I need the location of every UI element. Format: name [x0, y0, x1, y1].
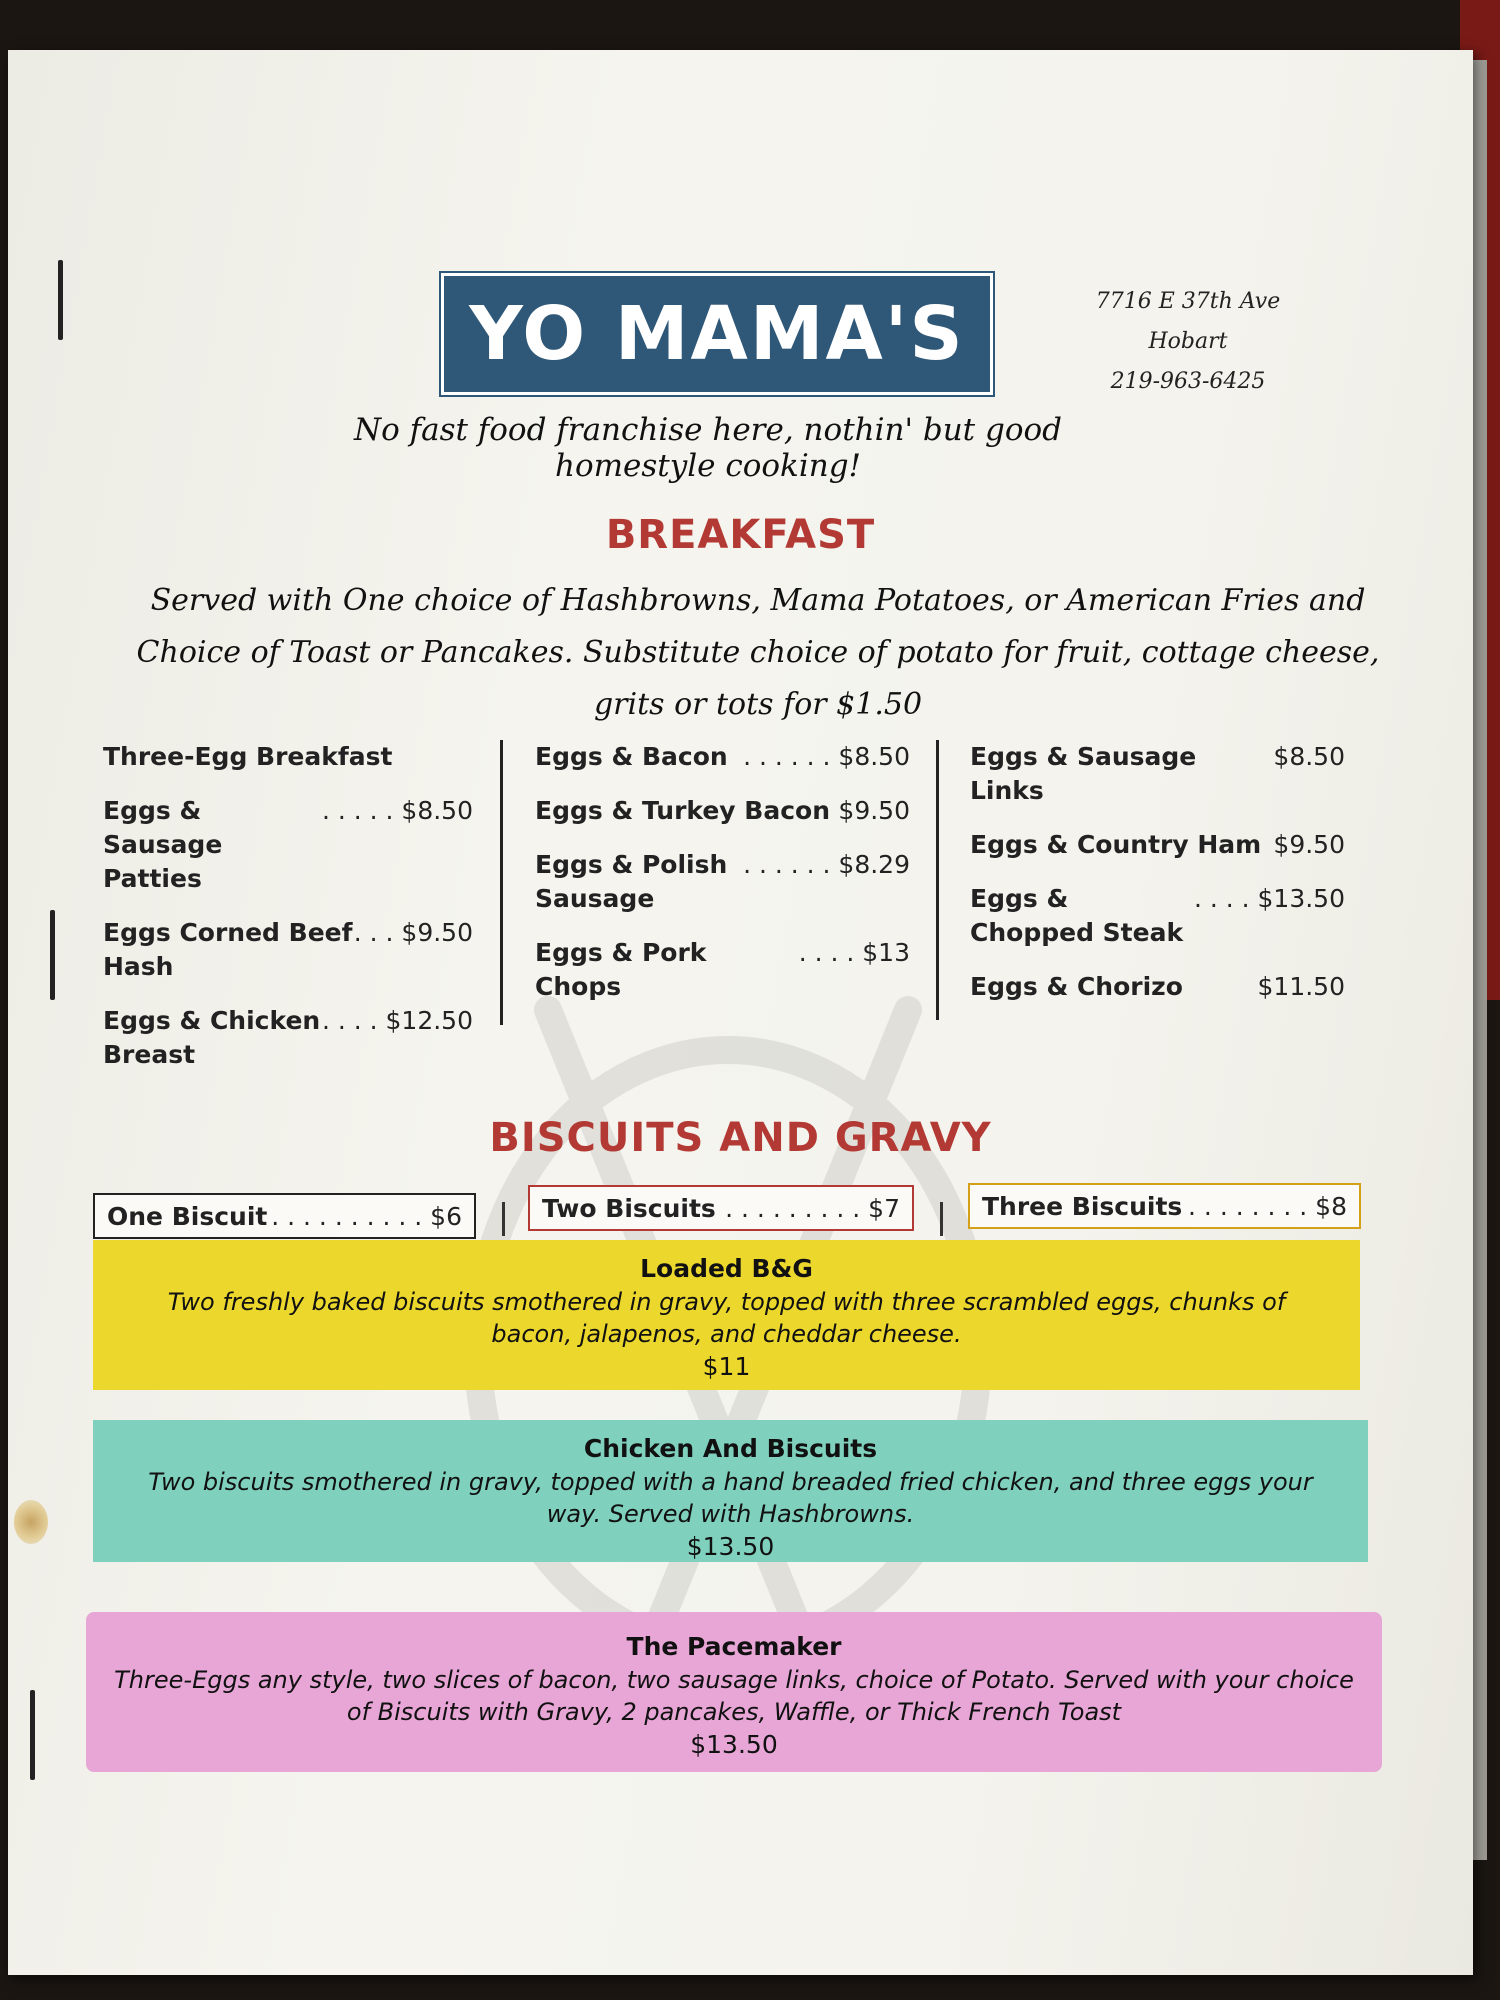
special-title: The Pacemaker — [626, 1632, 842, 1661]
special-card — [93, 1420, 1368, 1562]
special-title: Loaded B&G — [640, 1254, 813, 1283]
breakfast-column-1 — [103, 740, 473, 1092]
biscuit-option-price: . . . . . . . . . . $6 — [271, 1201, 462, 1231]
column-divider — [936, 740, 939, 1020]
menu-item — [103, 1004, 473, 1072]
menu-item — [535, 794, 910, 828]
special-description: Three-Eggs any style, two slices of bacon, two sausage links, choice of Potato. Served with your choice of Biscuits with Gravy, 2 pancakes, Waffle, or Thick French Toast — [114, 1666, 1354, 1726]
biscuit-option — [968, 1183, 1361, 1229]
menu-item-name: Eggs Corned Beef Hash — [103, 918, 353, 981]
separator — [940, 1202, 943, 1236]
biscuits-title: BISCUITS AND GRAVY — [489, 1115, 992, 1161]
menu-item-name: Eggs & Chorizo — [970, 972, 1183, 1001]
special-card — [86, 1612, 1382, 1772]
special-price: $13.50 — [686, 1532, 775, 1561]
biscuit-option-price: . . . . . . . . $8 — [1188, 1191, 1347, 1221]
special-price: $11 — [702, 1352, 751, 1381]
menu-item — [535, 936, 910, 1004]
menu-item — [970, 882, 1345, 950]
separator — [502, 1202, 505, 1236]
address-text: 7716 E 37th Ave Hobart — [1095, 289, 1281, 354]
menu-item-name: Eggs & Bacon — [535, 742, 728, 771]
menu-item — [535, 740, 910, 774]
special-title: Chicken And Biscuits — [583, 1434, 878, 1463]
special-price: $13.50 — [690, 1730, 778, 1759]
breakfast-title: BREAKFAST — [605, 512, 876, 558]
biscuit-option — [93, 1193, 476, 1239]
special-card — [93, 1240, 1360, 1390]
biscuit-option-name: One Biscuit — [107, 1201, 268, 1231]
menu-item — [103, 916, 473, 984]
menu-item-price: . . . . . . $8.29 — [743, 850, 910, 879]
menu-item-price: . . . $9.50 — [353, 918, 473, 947]
menu-item — [103, 794, 473, 896]
menu-item-name: Eggs & Pork Chops — [535, 938, 707, 1001]
biscuit-option — [528, 1185, 914, 1231]
menu-item — [103, 740, 473, 774]
special-description: Two freshly baked biscuits smothered in gravy, topped with three scrambled eggs, chunks of bacon, jalapenos, and cheddar cheese. — [167, 1288, 1286, 1348]
menu-item-name: Eggs & Polish Sausage — [535, 850, 728, 913]
biscuit-option-name: Two Biscuits — [542, 1193, 716, 1223]
menu-item-price: . . . . $13.50 — [1193, 884, 1345, 913]
tagline: No fast food franchise here, nothin' but good homestyle cooking! — [353, 412, 1063, 484]
menu-page — [8, 50, 1473, 1975]
menu-item-price: $11.50 — [1257, 972, 1345, 1001]
contact-info — [1068, 282, 1308, 402]
menu-item-price: $8.50 — [1273, 742, 1345, 771]
binder-mark — [30, 1690, 35, 1780]
menu-item-name: Eggs & Chopped Steak — [970, 884, 1184, 947]
menu-item-name: Eggs & Sausage Patties — [103, 796, 223, 893]
menu-item — [970, 740, 1345, 808]
menu-item-price: $9.50 — [1273, 830, 1345, 859]
restaurant-name: YO MAMA'S — [469, 291, 965, 377]
menu-item-name: Eggs & Turkey Bacon — [535, 796, 831, 825]
breakfast-column-2 — [535, 740, 910, 1024]
menu-item-name: Eggs & Sausage Links — [970, 742, 1197, 805]
special-description: Two biscuits smothered in gravy, topped with a hand breaded fried chicken, and three eggs your way. Served with Hashbrowns. — [148, 1468, 1313, 1528]
biscuit-option-price: . . . . . . . . . $7 — [725, 1193, 900, 1223]
restaurant-logo — [441, 273, 993, 395]
menu-item-name: Eggs & Chicken Breast — [103, 1006, 321, 1069]
column-divider — [500, 740, 503, 1025]
menu-item-price: . . . . . $8.50 — [321, 796, 473, 825]
hole-punch — [14, 1500, 48, 1544]
menu-item-name: Eggs & Country Ham — [970, 830, 1262, 859]
menu-item-price: . . . . $13 — [798, 938, 910, 967]
biscuit-option-name: Three Biscuits — [982, 1191, 1183, 1221]
menu-item-name: Three-Egg Breakfast — [103, 742, 393, 771]
menu-item — [970, 828, 1345, 862]
menu-item-price: $9.50 — [838, 796, 910, 825]
binder-mark — [50, 910, 55, 1000]
breakfast-note: Served with One choice of Hashbrowns, Mama Potatoes, or American Fries and Choice of Toast or Pancakes. Substitute choice of potato for fruit, cottage cheese, grits or tots for $1.50 — [136, 583, 1380, 722]
binder-mark — [58, 260, 63, 340]
breakfast-column-3 — [970, 740, 1345, 1024]
menu-item — [970, 970, 1345, 1004]
phone-text: 219-963-6425 — [1110, 369, 1266, 394]
menu-item-price: . . . . . . $8.50 — [743, 742, 910, 771]
menu-item — [535, 848, 910, 916]
menu-item-price: . . . . $12.50 — [321, 1006, 473, 1035]
